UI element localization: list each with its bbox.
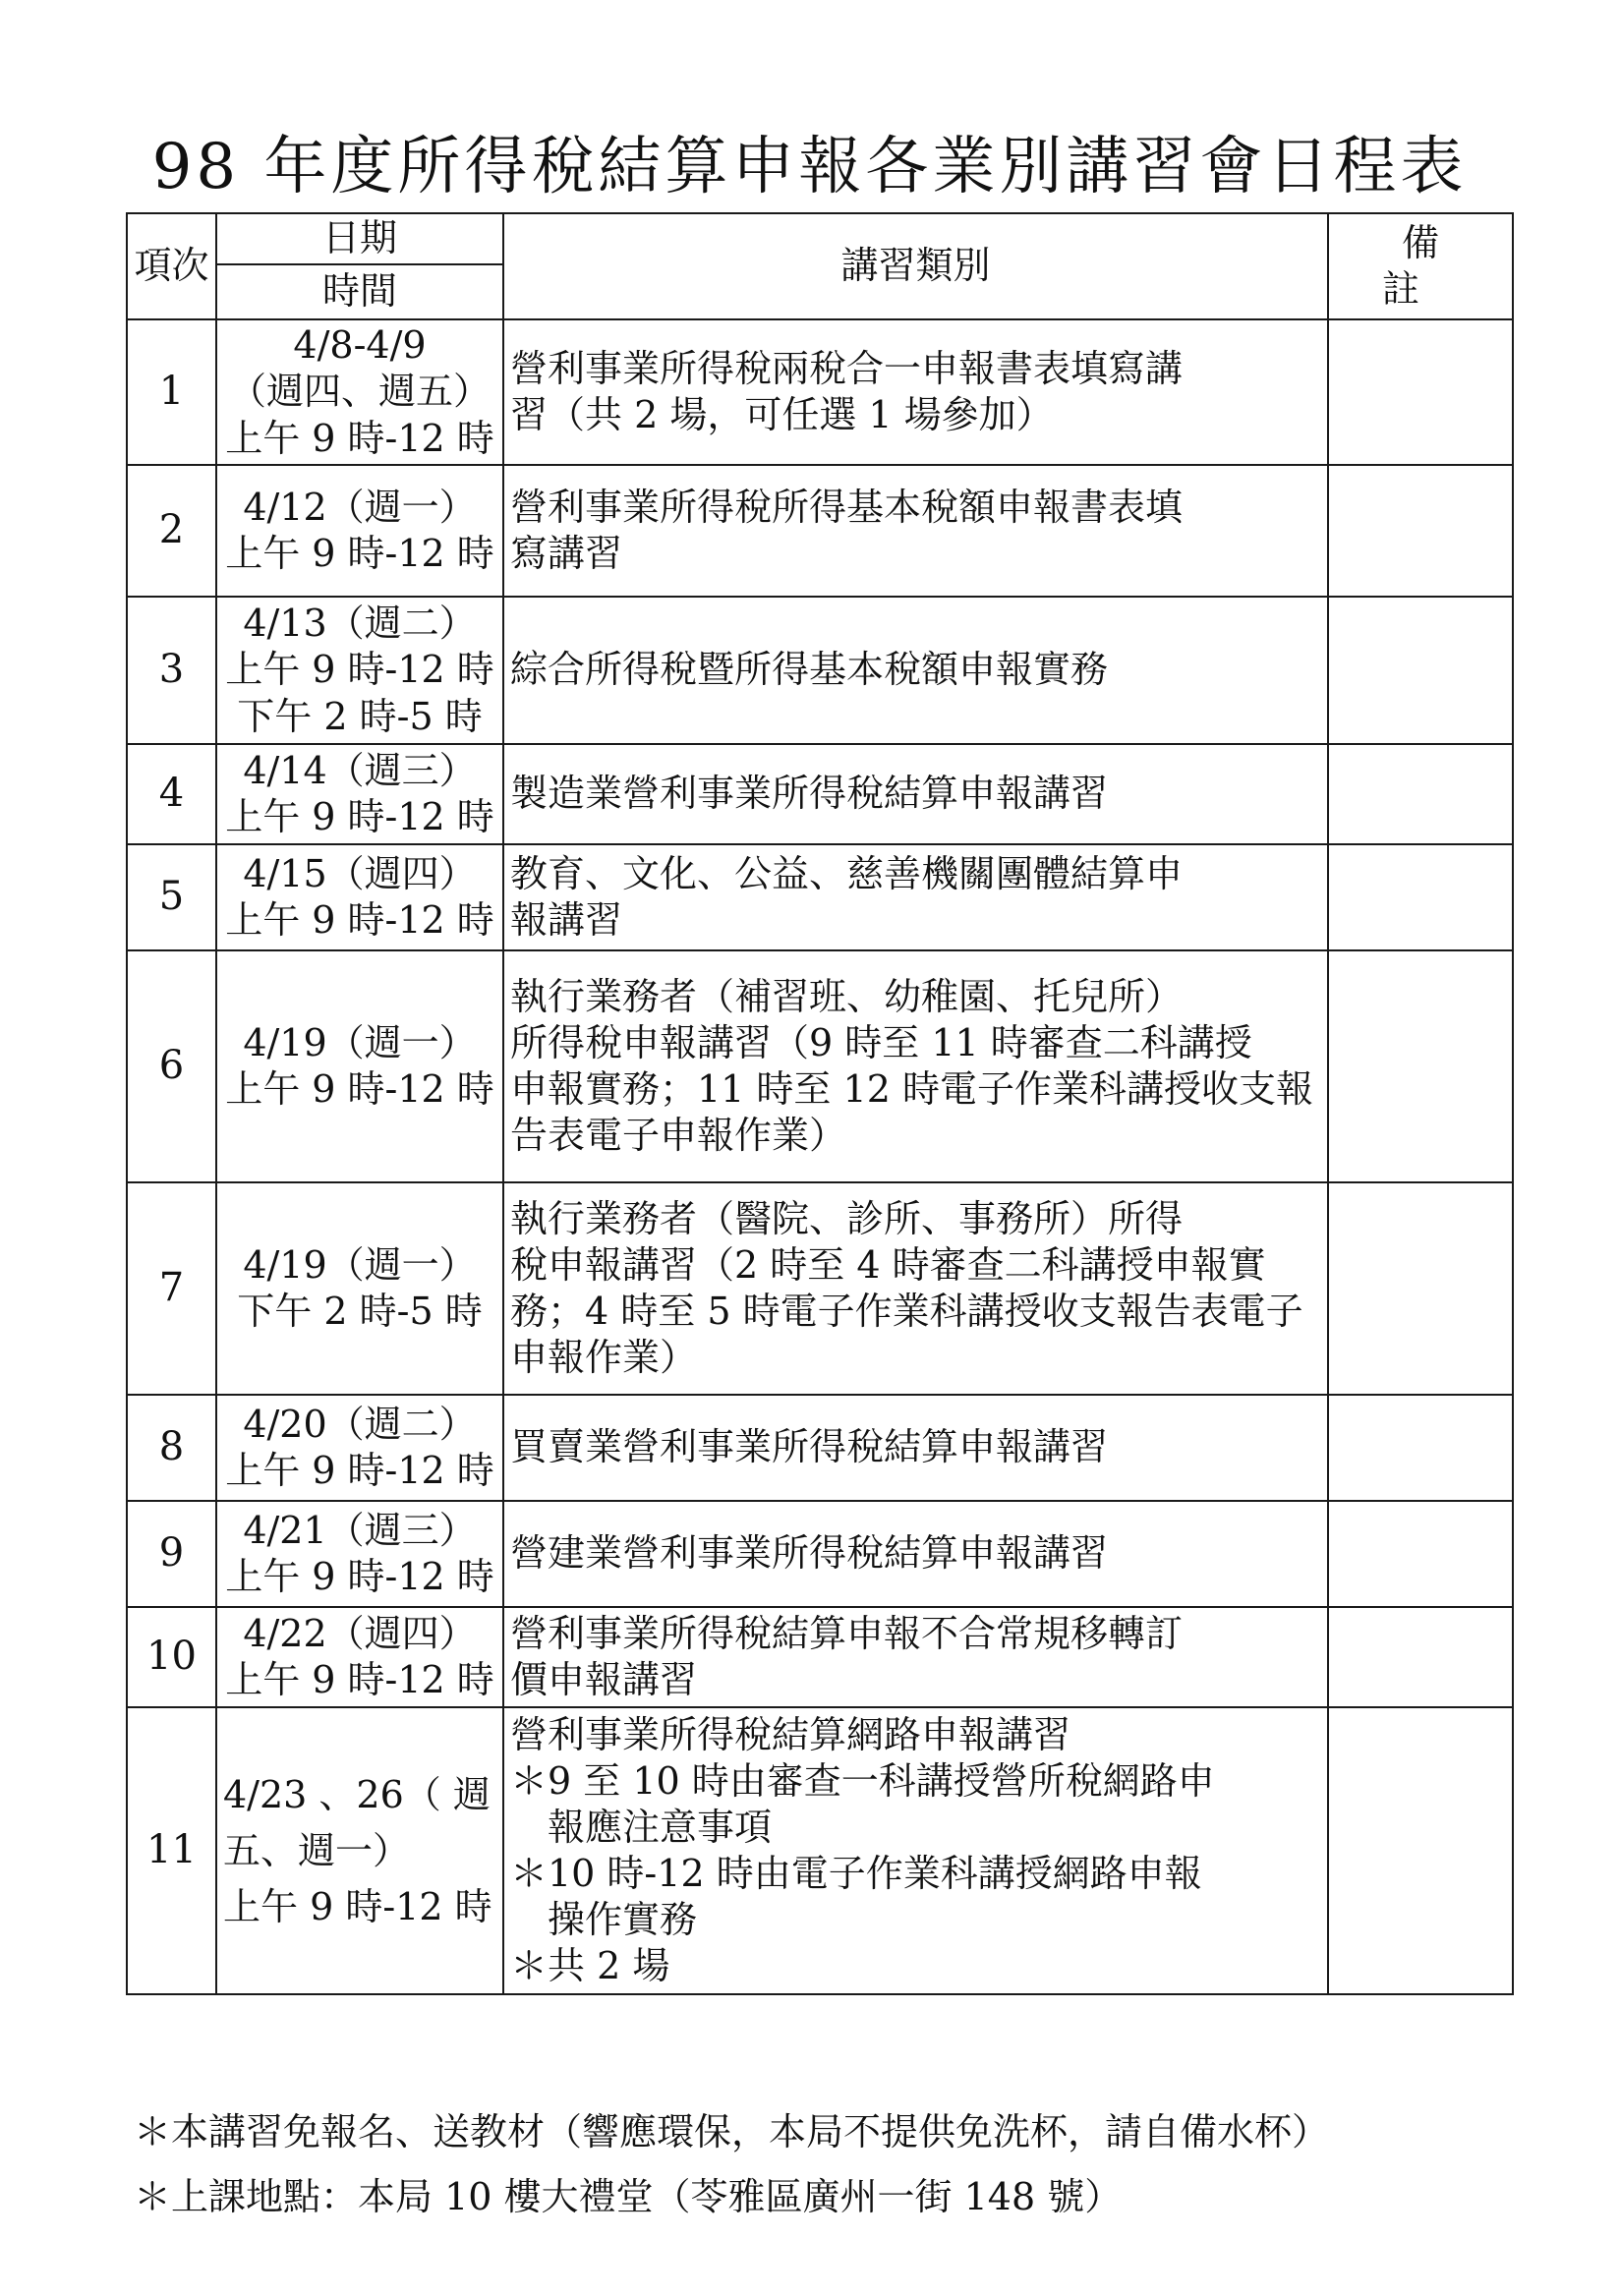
date-line: 上午 9 時-12 時 — [225, 1449, 494, 1492]
date-line: 4/8-4/9 — [293, 323, 427, 368]
category-line: 操作實務 — [548, 1898, 698, 1942]
table-row — [127, 1182, 1513, 1395]
note-cell — [1328, 319, 1513, 465]
category-line: 報應注意事項 — [548, 1805, 773, 1849]
category-line: 買賣業營利事業所得稅結算申報講習 — [510, 1425, 1109, 1469]
date-line: 4/19（週一） — [243, 1242, 477, 1287]
note-cell — [1328, 465, 1513, 597]
category-line: 執行業務者（補習班、幼稚園、托兒所） — [510, 974, 1184, 1018]
table-row — [127, 844, 1513, 950]
date-line: 上午 9 時-12 時 — [225, 1658, 494, 1701]
category-line: ＊9 至 10 時由審查一科講授營所稅網路申 — [510, 1758, 1215, 1803]
note-cell — [1328, 744, 1513, 844]
date-time-cell — [216, 1395, 503, 1501]
category-line: ＊10 時-12 時由電子作業科講授網路申報 — [510, 1852, 1202, 1895]
category-line: 製造業營利事業所得稅結算申報講習 — [510, 772, 1109, 816]
date-time-cell — [216, 319, 503, 465]
category-cell — [503, 1707, 1328, 1994]
date-line: 4/23 、26（ 週 — [223, 1772, 491, 1816]
item-number: 1 — [127, 319, 216, 465]
category-line: 教育、文化、公益、慈善機關團體結算申 — [510, 851, 1184, 895]
category-line: 習（共 2 場，可任選 1 場參加） — [510, 393, 1054, 436]
category-line: 營利事業所得稅結算申報不合常規移轉訂 — [510, 1611, 1184, 1655]
note-cell — [1328, 1395, 1513, 1501]
category-line: 申報作業） — [510, 1336, 698, 1380]
table-row — [127, 319, 1513, 465]
item-number: 11 — [127, 1707, 216, 1994]
footnote-registration: ＊本講習免報名、送教材（響應環保，本局不提供免洗杯，請自備水杯） — [134, 2110, 1330, 2153]
date-line: 上午 9 時-12 時 — [225, 795, 494, 838]
table-row — [127, 744, 1513, 844]
category-cell — [503, 1395, 1328, 1501]
date-line: 4/13（週二） — [243, 602, 477, 646]
item-number: 4 — [127, 744, 216, 844]
table-row — [127, 1607, 1513, 1707]
table-row — [127, 1501, 1513, 1607]
date-time-cell — [216, 465, 503, 597]
table-row — [127, 465, 1513, 597]
date-time-cell — [216, 744, 503, 844]
table-row — [127, 1395, 1513, 1501]
item-number: 7 — [127, 1182, 216, 1395]
date-time-cell — [216, 1182, 503, 1395]
category-cell — [503, 1501, 1328, 1607]
page-title: 98 年度所得稅結算申報各業別講習會日程表 — [151, 131, 1468, 203]
category-cell — [503, 1607, 1328, 1707]
date-line: 4/19（週一） — [243, 1020, 477, 1064]
note-cell — [1328, 1501, 1513, 1607]
date-time-cell — [216, 1707, 503, 1994]
table-row — [127, 597, 1513, 744]
category-line: 申報實務；11 時至 12 時電子作業科講授收支報 — [510, 1067, 1313, 1111]
item-number: 3 — [127, 597, 216, 744]
category-line: 綜合所得稅暨所得基本稅額申報實務 — [510, 648, 1109, 692]
date-line: 4/12（週一） — [243, 485, 477, 529]
date-time-cell — [216, 1501, 503, 1607]
date-line: 下午 2 時-5 時 — [237, 694, 483, 738]
date-line: 上午 9 時-12 時 — [225, 898, 494, 942]
date-time-cell — [216, 844, 503, 950]
note-cell — [1328, 844, 1513, 950]
table-row — [127, 950, 1513, 1182]
category-line: 務；4 時至 5 時電子作業科講授收支報告表電子 — [510, 1290, 1303, 1333]
date-line: 上午 9 時-12 時 — [225, 1555, 494, 1598]
date-line: 上午 9 時-12 時 — [225, 1067, 494, 1111]
category-line: 寫講習 — [510, 532, 623, 575]
header-row — [127, 213, 1513, 264]
category-cell — [503, 465, 1328, 597]
table-row-11 — [127, 1707, 1513, 1994]
note-cell — [1328, 1607, 1513, 1707]
date-line: 上午 9 時-12 時 — [223, 1884, 492, 1928]
date-line: 五、週一） — [223, 1828, 411, 1872]
date-line: 下午 2 時-5 時 — [237, 1290, 483, 1333]
schedule-table — [126, 212, 1514, 1995]
date-line: 4/14（週三） — [243, 748, 477, 792]
category-line: 價申報講習 — [510, 1658, 698, 1701]
header-category: 講習類別 — [503, 213, 1328, 319]
category-line: ＊共 2 場 — [510, 1944, 670, 1988]
category-line: 所得稅申報講習（9 時至 11 時審查二科講授 — [510, 1020, 1252, 1064]
item-number: 8 — [127, 1395, 216, 1501]
date-line: 4/15（週四） — [243, 851, 477, 895]
header-time: 時間 — [216, 264, 503, 319]
date-line: 4/20（週二） — [243, 1402, 477, 1446]
schedule-body — [127, 319, 1513, 1994]
date-line: 4/21（週三） — [243, 1508, 477, 1552]
category-line: 營利事業所得稅結算網路申報講習 — [510, 1712, 1071, 1756]
note-cell — [1328, 950, 1513, 1182]
item-number: 6 — [127, 950, 216, 1182]
date-time-cell — [216, 1607, 503, 1707]
category-line: 報講習 — [510, 898, 623, 942]
note-cell — [1328, 1182, 1513, 1395]
category-line: 執行業務者（醫院、診所、事務所）所得 — [510, 1196, 1184, 1240]
category-cell — [503, 597, 1328, 744]
header-date: 日期 — [216, 213, 503, 264]
date-time-cell — [216, 597, 503, 744]
date-line: 上午 9 時-12 時 — [225, 648, 494, 692]
note-cell — [1328, 1707, 1513, 1994]
item-number: 2 — [127, 465, 216, 597]
item-number: 5 — [127, 844, 216, 950]
date-time-cell — [216, 950, 503, 1182]
date-line: （週四、週五） — [228, 370, 491, 414]
footnote-location: ＊上課地點：本局 10 樓大禮堂（苓雅區廣州一街 148 號） — [134, 2175, 1123, 2218]
item-number: 10 — [127, 1607, 216, 1707]
header-note-label: 備註 — [1381, 220, 1478, 311]
footnotes — [134, 2099, 1329, 2229]
category-cell — [503, 319, 1328, 465]
date-line: 上午 9 時-12 時 — [225, 532, 494, 575]
category-line: 營利事業所得稅所得基本稅額申報書表填 — [510, 485, 1184, 529]
category-cell — [503, 1182, 1328, 1395]
date-line: 上午 9 時-12 時 — [225, 416, 494, 460]
category-cell — [503, 844, 1328, 950]
note-cell — [1328, 597, 1513, 744]
header-item: 項次 — [127, 213, 216, 319]
category-line: 營利事業所得稅兩稅合一申報書表填寫講 — [510, 346, 1184, 390]
category-line: 稅申報講習（2 時至 4 時審查二科講授申報實 — [510, 1242, 1266, 1287]
category-line: 營建業營利事業所得稅結算申報講習 — [510, 1531, 1109, 1576]
item-number: 9 — [127, 1501, 216, 1607]
category-line: 告表電子申報作業） — [510, 1114, 847, 1158]
header-note — [1328, 213, 1513, 319]
date-line: 4/22（週四） — [243, 1611, 477, 1655]
category-cell — [503, 744, 1328, 844]
category-cell — [503, 950, 1328, 1182]
